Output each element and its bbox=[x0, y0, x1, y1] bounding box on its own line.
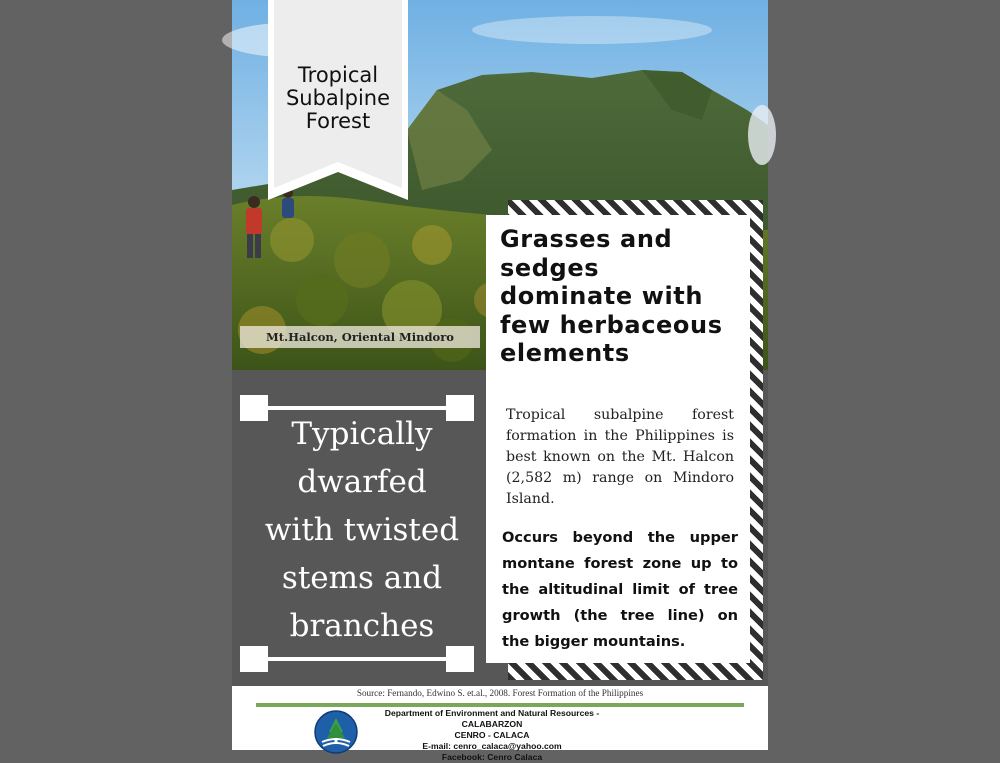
panel-heading bbox=[500, 225, 750, 368]
callout-line: stems and bbox=[281, 560, 443, 596]
barbell-divider-bottom bbox=[240, 646, 474, 672]
heading-line: few herbaceous bbox=[500, 310, 723, 339]
source-citation: Source: Fernando, Edwino S. et.al., 2008. Forest Formation of the Philippines bbox=[356, 688, 644, 698]
footer-divider bbox=[256, 703, 744, 707]
heading-line: Grasses and bbox=[500, 225, 673, 253]
info-panel bbox=[486, 215, 750, 663]
panel-description: Tropical subalpine forest formation in the Philippines is best known on the Mt. Halcon (2,582 m) range on Mindoro Island. bbox=[506, 407, 734, 507]
callout-line: with twisted bbox=[264, 512, 460, 548]
heading-line: dominate with bbox=[500, 282, 704, 310]
heading-line: sedges bbox=[500, 253, 600, 282]
banner-title-line: Forest bbox=[305, 109, 371, 133]
footer-email: E-mail: cenro_calaca@yahoo.com bbox=[422, 741, 562, 751]
banner-title-line: Tropical bbox=[297, 63, 379, 87]
footer-department: Department of Environment and Natural Resources - CALABARZON bbox=[384, 708, 600, 729]
poster bbox=[232, 0, 768, 762]
callout-text bbox=[240, 410, 484, 650]
callout-line: Typically bbox=[291, 416, 433, 452]
photo-caption: Mt.Halcon, Oriental Mindoro bbox=[240, 326, 480, 348]
callout-line: dwarfed bbox=[297, 464, 427, 500]
footer bbox=[232, 686, 768, 762]
footer-facebook: Facebook: Cenro Calaca bbox=[441, 752, 543, 762]
banner-title bbox=[268, 64, 408, 133]
denr-logo-icon bbox=[314, 710, 358, 754]
panel-occurs-text: Occurs beyond the upper montane forest zone up to the altitudinal limit of tree growth (the tree line) on the bigger mountains. bbox=[502, 529, 738, 650]
heading-line: elements bbox=[500, 339, 630, 367]
callout-line: branches bbox=[289, 608, 435, 644]
footer-contact bbox=[362, 708, 622, 763]
banner-title-line: Subalpine bbox=[285, 86, 391, 110]
footer-office: CENRO - CALACA bbox=[454, 730, 530, 740]
